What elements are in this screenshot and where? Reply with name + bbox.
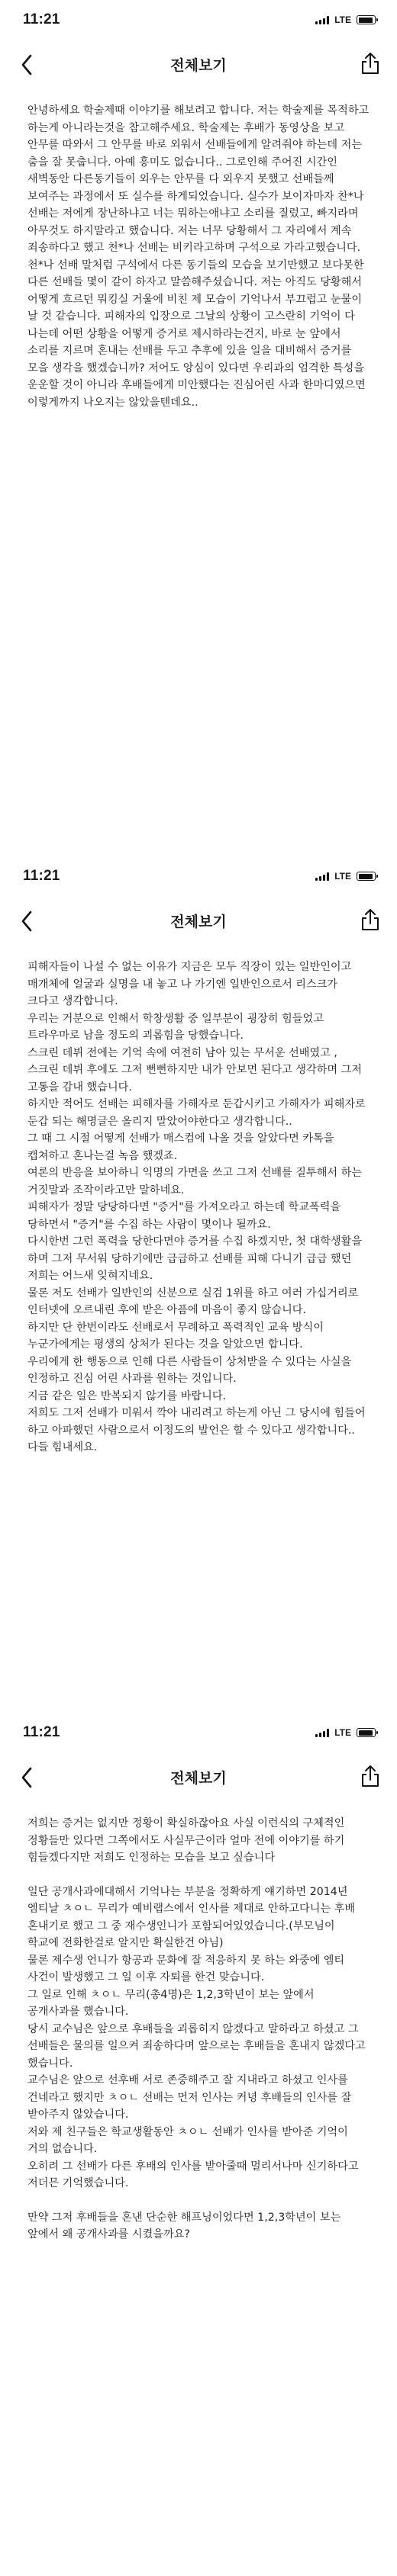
status-bar bbox=[0, 856, 397, 896]
status-time: 11:21 bbox=[23, 11, 60, 27]
body-paragraph: 우리는 거분으로 인해서 학창생활 중 일부분이 굉장히 힘들었고 트라우마로 남을 정도의 괴롭힘을 당했습니다. bbox=[27, 1012, 324, 1042]
nav-bar bbox=[0, 1752, 397, 1801]
screen-capture-3 bbox=[0, 1713, 397, 2576]
body-paragraph: 당시 교수님은 앞으로 후배들을 괴롭히지 않겠다고 말하라고 하셨고 그 선배들은 물의를 일으켜 죄송하다며 앞으로는 후배들을 혼내지 않겠다고 했습니다. bbox=[27, 2022, 366, 2070]
share-icon[interactable] bbox=[359, 50, 382, 76]
signal-icon bbox=[315, 872, 329, 881]
post-content bbox=[0, 945, 397, 1457]
battery-icon bbox=[357, 15, 376, 24]
body-paragraph: 스크린 데뷔 전에는 기억 속에 여전히 남아 있는 무서운 선배였고 , 스크린 데뷔 후에도 그저 뻔뻔하지만 내가 안보면 된다고 생각하며 그저 고통을 감내 했습니다. bbox=[27, 1046, 363, 1094]
battery-icon bbox=[357, 872, 376, 881]
chevron-left-icon[interactable] bbox=[15, 1766, 38, 1789]
paragraph-gap bbox=[27, 2192, 370, 2209]
signal-icon bbox=[315, 1728, 329, 1737]
body-paragraph: 피해자들이 나설 수 없는 이유가 지금은 모두 직장이 있는 일반인이고 매개체에 얼굴과 실명을 내 놓고 나 가기엔 일반인으로서 리스크가 크다고 생각합니다. bbox=[27, 961, 352, 1007]
body-paragraph: 하지만 적어도 선배는 피해자를 가해자로 둔갑시키고 가해자가 피해자로 둔갑 되는 해명글은 올리지 말았어야한다고 생각합니다.. bbox=[27, 1098, 366, 1128]
body-paragraph: 일단 공개사과에대해서 기억나는 부분을 정확하게 얘기하면 2014년 엠티날 ㅊㅇㄴ 무리가 예비랩스에서 인사를 제대로 안하고다니는 후배 혼내기로 했고 그 중 재수생인니가 포함되어있었습니다.(부모님이 학교에 전화한걸로 알지만 확실한건 아님) bbox=[27, 1885, 356, 1949]
body-paragraph: 다들 힘내세요. bbox=[27, 1441, 98, 1453]
body-paragraph: 저희도 그저 선배가 미워서 깍아 내리려고 하는게 아닌 그 당시에 힘들어 하고 아파했던 사람으로서 이정도의 발언은 할 수 있다고 생각합니다.. bbox=[27, 1407, 366, 1437]
screen-capture-2 bbox=[0, 856, 397, 1713]
body-paragraph: 안녕하세요 학술제때 이야기를 해보려고 합니다. 저는 학술제를 목적하고 하는게 아니라는것을 참고해주세요. 학술제는 후배가 동영상을 보고 안무를 따와서 그 안무를 바로 외워서 선배들에게 알려줘야 하는데 저는 춤을 잘 못춥니다. 아예 흥미도 없습니다.. 그로인해 주어진 시간인 새벽동안 다른동기들이 외우는 안무를 다 외우지 못했고 선배들께 보여주는 과정에서 또 실수를 하게되었습니다. 실수가 보이자마자 찬*나 선배는 저에게 장난하냐고 너는 뭐하는애냐고 소리를 질렀고, 빠지라며 아무것도 하지말라고 했습니다. 저는 너무 당황해서 그 자리에서 계속 죄송하다고 했고 천*나 선배는 비키라고하며 구석으로 가라고했습니다. 천*나 선배 말처럼 구석에서 다른 동기들의 모습을 보기만했고 보다못한 다른 선배들 몇이 같이 하자고 말씀해주셨습니다. 저는 아직도 당황해서 어떻게 흐르던 뭐킹실 거울에 비친 제 모습이 기억나서 부끄럽고 눈물이 날 것 같습니다. 피해자의 입장으로 그날의 상황이 고스란히 기억이 다 나는데 어떤 상황을 어떻게 증거로 제시하라는건지, 바로 눈 앞에서 소리를 지르며 혼내는 선배를 두고 추후에 있을 일을 대비해서 증거를 모을 생각을 했겠습니까? 저어도 앙심이 있다면 우리과의 엄격한 특성을 운운할 것이 아니라 후배들에게 미안했다는 진심어린 사과 한마디였으면 이렇게까지 나오지는 않았을텐데요.. bbox=[27, 104, 370, 409]
body-paragraph: 오히려 그 선배가 다른 후배의 인사를 받아줄때 멀리서나마 신기하다고 저더믄 기억했습니다. bbox=[27, 2160, 359, 2189]
nav-bar bbox=[0, 896, 397, 945]
system-indicators bbox=[315, 1727, 376, 1738]
body-paragraph: 물론 저도 선배가 일반인의 신분으로 실검 1위를 하고 여러 가십거리로 인터넷에 오르내린 후에 받은 아픔에 마음이 좋지 않습니다. bbox=[27, 1286, 359, 1316]
network-label: LTE bbox=[334, 1727, 351, 1738]
signal-icon bbox=[315, 15, 329, 24]
body-paragraph: 우리에게 한 행동으로 인해 다른 사람들이 상처받을 수 있다는 사실을 인정하고 진심 어린 사과를 원하는 것입니다. bbox=[27, 1355, 352, 1385]
network-label: LTE bbox=[334, 14, 351, 25]
system-indicators bbox=[315, 871, 376, 882]
status-bar bbox=[0, 1713, 397, 1752]
battery-icon bbox=[357, 1728, 376, 1737]
body-paragraph: 피해자가 정말 당당하다면 "증거"를 가져오라고 하는데 학교폭력을 당하면서 "증거"를 수집 하는 사람이 몇이나 될까요. bbox=[27, 1201, 341, 1231]
page-title: 전체보기 bbox=[170, 1769, 227, 1787]
body-paragraph: 만약 그저 후배들을 혼낸 단순한 해프닝이었다면 1,2,3학년이 보는 앞에서 왜 공개사과를 시켰을까요? bbox=[27, 2211, 341, 2240]
body-paragraph: 저와 제 친구들은 학교생활동안 ㅊㅇㄴ 선배가 인사를 받아준 기억이 거의 없습니다. bbox=[27, 2125, 348, 2155]
chevron-left-icon[interactable] bbox=[15, 53, 38, 76]
body-paragraph: 여론의 반응을 보아하니 익명의 가면을 쓰고 그저 선배를 질투해서 하는 거짓말과 조작이라고만 말하네요. bbox=[27, 1167, 363, 1196]
screen-capture-1 bbox=[0, 0, 397, 856]
body-paragraph: 하지만 단 한번이라도 선배로서 무례하고 폭력적인 교육 방식이 누군가에게는 평생의 상처가 된다는 것을 알았으면 합니다. bbox=[27, 1321, 324, 1351]
body-paragraph: 저희는 증거는 없지만 정황이 확실하잖아요 사실 이런식의 구체적인 정황들만 있다면 그쪽에서도 사실무근이라 얼마 전에 이야기를 하기 힘들겠다지만 저희도 인정하는 모습을 보고 싶습니다 bbox=[27, 1817, 345, 1864]
share-icon[interactable] bbox=[359, 907, 382, 933]
status-bar bbox=[0, 0, 397, 40]
share-icon[interactable] bbox=[359, 1763, 382, 1789]
body-paragraph: 그 때 그 시절 어떻게 선배가 매스컴에 나올 것을 알았다면 카톡을 캡쳐하고 혼나는걸 녹음 했겠죠. bbox=[27, 1132, 334, 1162]
body-paragraph: 그 일로 인해 ㅊㅇㄴ 무리(총4명)은 1,2,3학년이 보는 앞에서 공개사과를 했습니다. bbox=[27, 1988, 315, 2018]
body-paragraph: 다시한번 그런 폭력을 당한다면야 증거를 수집 하겠지만, 첫 대학생활을 하며 그저 무서워 당하기에만 급급하고 선배를 피해 다니기 급급 했던 저희는 어느새 잊혀지네요. bbox=[27, 1235, 363, 1282]
network-label: LTE bbox=[334, 871, 351, 882]
status-time: 11:21 bbox=[23, 868, 60, 884]
page-title: 전체보기 bbox=[170, 913, 227, 930]
chevron-left-icon[interactable] bbox=[15, 910, 38, 933]
paragraph-gap bbox=[27, 1867, 370, 1884]
body-paragraph: 물론 제수생 언니가 항공과 문화에 잘 적응하지 못 하는 와중에 엠티 사건이 발생했고 그 일 이후 자퇴를 한건 맞습니다. bbox=[27, 1954, 345, 1983]
body-paragraph: 지금 같은 일은 반복되지 않기를 바랍니다. bbox=[27, 1389, 227, 1402]
body-paragraph: 교수님은 앞으로 선후배 서로 존중해주고 잘 지내라고 하셨고 인사를 건네라고 했지만 ㅊㅇㄴ 선배는 먼저 인사는 커녕 후배들의 인사를 잘 받아주지 않았습니다. bbox=[27, 2074, 352, 2121]
post-content bbox=[0, 88, 397, 411]
nav-bar bbox=[0, 40, 397, 88]
page-title: 전체보기 bbox=[170, 56, 227, 74]
post-content bbox=[0, 1801, 397, 2244]
system-indicators bbox=[315, 14, 376, 25]
status-time: 11:21 bbox=[23, 1724, 60, 1740]
